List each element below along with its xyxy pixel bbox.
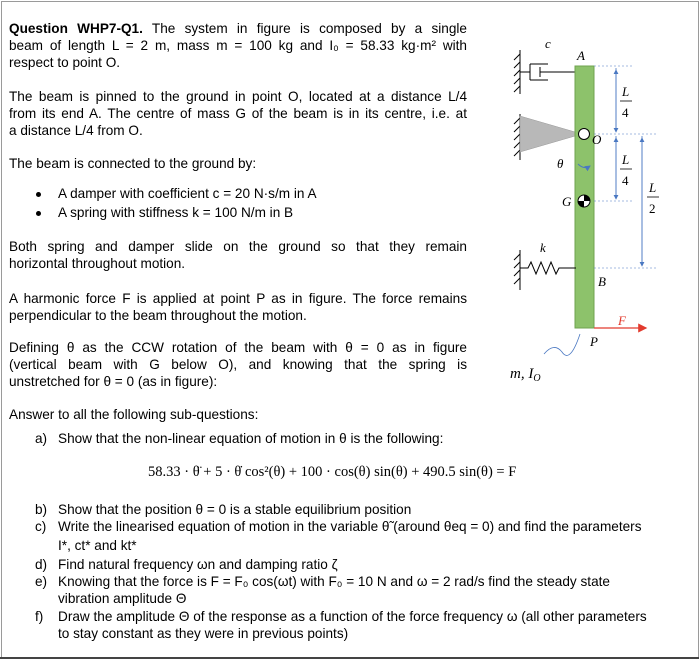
subq-f-text-1: Draw the amplitude Θ of the response as a function of the force frequency ω (all other parameters [58, 609, 647, 624]
intro-line-3: respect to point O. [9, 55, 121, 70]
pivot-O [579, 129, 590, 140]
bottom-rule [0, 657, 699, 659]
ground-hatch-damper [514, 50, 520, 94]
dim-mid-4: 4 [622, 173, 629, 188]
mass-callout [544, 334, 580, 355]
dim-right-2: 2 [649, 201, 656, 216]
label-P: P [590, 334, 598, 349]
equation-of-motion: 58.33 · θ̈ + 5 · θ̇ cos²(θ) + 100 · cos(θ) sin(θ) + 490.5 sin(θ) = F [148, 464, 517, 480]
subq-f-letter: f) [35, 609, 44, 624]
force-line-1: A harmonic force F is applied at point P as in figure. The force remains [9, 291, 467, 306]
pin-line-2: from its end A. The centre of mass G of the beam is in its centre, i.e. at [9, 106, 467, 121]
pin-support [520, 116, 582, 152]
bullet-dot-1 [36, 192, 41, 197]
subq-c-letter: c) [35, 519, 47, 534]
label-theta: θ [557, 156, 564, 171]
subq-c-text-2: I*, ct* and kt* [58, 538, 137, 553]
intro-line-2: beam of length L = 2 m, mass m = 100 kg and I₀ = 58.33 kg·m² with [9, 38, 467, 53]
bullet-dot-2 [36, 211, 41, 216]
force-line-2: perpendicular to the beam throughout the motion. [9, 308, 307, 323]
dim-mid-L: L [622, 152, 630, 167]
label-k: k [540, 240, 546, 255]
subq-b-letter: b) [35, 502, 48, 517]
subq-e-text-2: vibration amplitude Θ [58, 591, 187, 606]
label-A: A [577, 48, 585, 63]
subq-a-letter: a) [35, 431, 48, 446]
dim-top-L: L [622, 84, 630, 99]
defining-line-1: Defining θ as the CCW rotation of the beam with θ = 0 as in figure [9, 340, 467, 355]
slide-line-2: horizontal throughout motion. [9, 256, 186, 271]
connected-text: The beam is connected to the ground by: [9, 156, 257, 171]
subq-f-text-2: to stay constant as they were in previous points) [58, 626, 349, 641]
answer-intro: Answer to all the following sub-questions: [9, 407, 259, 422]
subq-e-text-1: Knowing that the force is F = F₀ cos(ωt) with F₀ = 10 N and ω = 2 rad/s find the steady state [58, 574, 610, 589]
system-figure [496, 22, 696, 402]
label-F: F [618, 313, 626, 328]
question-label: Question WHP7-Q1. [9, 21, 143, 36]
pin-line-3: a distance L/4 from O. [9, 123, 143, 138]
ground-hatch-pin [514, 114, 520, 160]
label-mass: m, $I_O$ [510, 366, 541, 384]
damper [520, 64, 576, 80]
subq-d-letter: d) [35, 557, 48, 572]
pin-line-1: The beam is pinned to the ground in point O, located at a distance L/4 [9, 89, 467, 104]
label-G: G [562, 194, 572, 209]
slide-line-1: Both spring and damper slide on the ground so that they remain [9, 239, 467, 254]
dim-top-4: 4 [622, 105, 629, 120]
subq-b-text: Show that the position θ = 0 is a stable equilibrium position [58, 502, 412, 517]
defining-line-2: (vertical beam with G below O), and knowing that the spring is [9, 357, 467, 372]
dim-right-L: L [649, 180, 657, 195]
label-c: c [545, 36, 551, 51]
defining-line-3: unstretched for θ = 0 (as in figure): [9, 374, 218, 389]
label-O: O [592, 132, 602, 147]
subq-e-letter: e) [35, 574, 48, 589]
subq-d-text: Find natural frequency ωn and damping ratio ζ [58, 557, 338, 572]
bullet-damper: A damper with coefficient c = 20 N·s/m in A [58, 186, 317, 201]
bullet-spring: A spring with stiffness k = 100 N/m in B [58, 205, 294, 220]
intro-line-1: Question WHP7-Q1. The system in figure is composed by a single [9, 21, 467, 36]
spring [520, 262, 576, 274]
subq-c-text-1: Write the linearised equation of motion in the variable θ̃ (around θeq = 0) and find the parameters [58, 519, 642, 534]
ground-hatch-spring [514, 250, 520, 290]
subq-a-text: Show that the non-linear equation of motion in θ is the following: [58, 431, 444, 446]
label-B: B [598, 274, 606, 289]
centre-of-mass-G [578, 195, 590, 207]
